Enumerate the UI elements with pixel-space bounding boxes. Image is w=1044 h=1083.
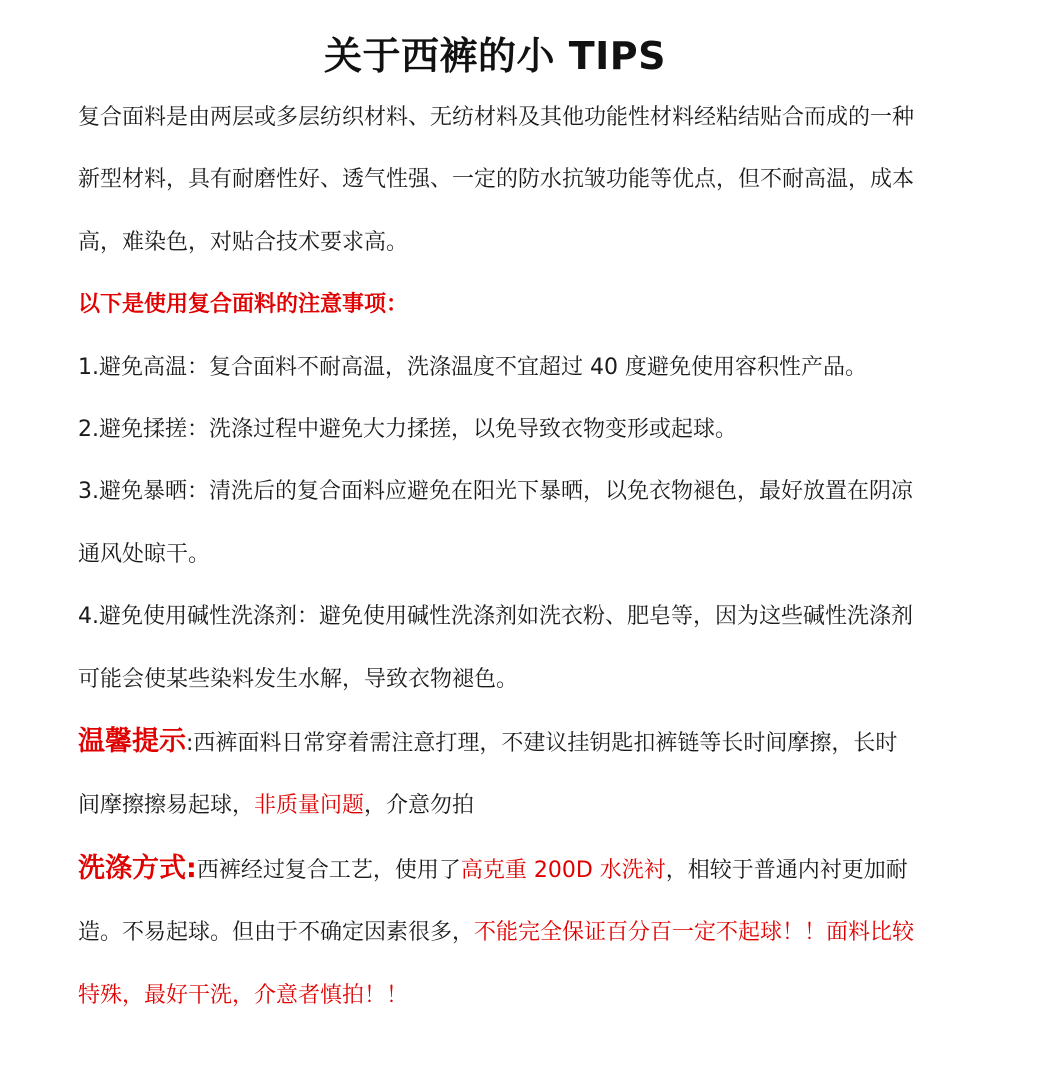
tips-content (78, 87, 918, 1027)
note-item-2: 2.避免揉搓：洗涤过程中避免大力揉搓，以免导致衣物变形或起球。 (78, 417, 737, 443)
warm-tip-text-end: ，介意勿拍 (364, 793, 475, 819)
page-title: 关于西裤的小 TIPS (323, 34, 666, 78)
note-item-1: 1.避免高温：复合面料不耐高温，洗涤温度不宜超过 40 度避免使用容积性产品。 (78, 354, 867, 380)
washing-highlight-warning: 不能完全保证百分百一定不起球！！面料比较特殊，最好干洗，介意者慎拍！！ (78, 920, 915, 1008)
washing-paragraph (78, 838, 918, 1027)
warm-tip-text: :西裤面料日常穿着需注意打理，不建议挂钥匙扣裤链等长时间摩擦，长时间摩擦擦易起球， (78, 731, 898, 819)
intro-paragraph: 复合面料是由两层或多层纺织材料、无纺材料及其他功能性材料经粘结贴合而成的一种新型材料，具有耐磨性好、透气性强、一定的防水抗皱功能等优点，但不耐高温，成本高，难染色，对贴合技术要求高。 (78, 105, 915, 255)
note-item-4: 4.避免使用碱性洗涤剂：避免使用碱性洗涤剂如洗衣粉、肥皂等，因为这些碱性洗涤剂可能会使某些染料发生水解，导致衣物褪色。 (78, 604, 913, 692)
washing-label: 洗涤方式: (78, 852, 197, 884)
washing-highlight-lining: 高克重 200D 水洗衬 (460, 857, 666, 883)
warm-tip-paragraph (78, 711, 918, 838)
washing-text: 西裤经过复合工艺，使用了 (196, 857, 461, 883)
warm-tip-label: 温馨提示 (78, 726, 186, 758)
warm-tip-highlight: 非质量问题 (254, 793, 365, 819)
note-item-3: 3.避免暴晒：清洗后的复合面料应避免在阳光下暴晒，以免衣物褪色，最好放置在阴凉通风处晾干。 (78, 479, 913, 567)
washing-text-middle: ，相较于普通内衬更加耐造。不易起球。但由于不确定因素很多， (78, 857, 908, 946)
notes-heading: 以下是使用复合面料的注意事项： (78, 292, 409, 318)
